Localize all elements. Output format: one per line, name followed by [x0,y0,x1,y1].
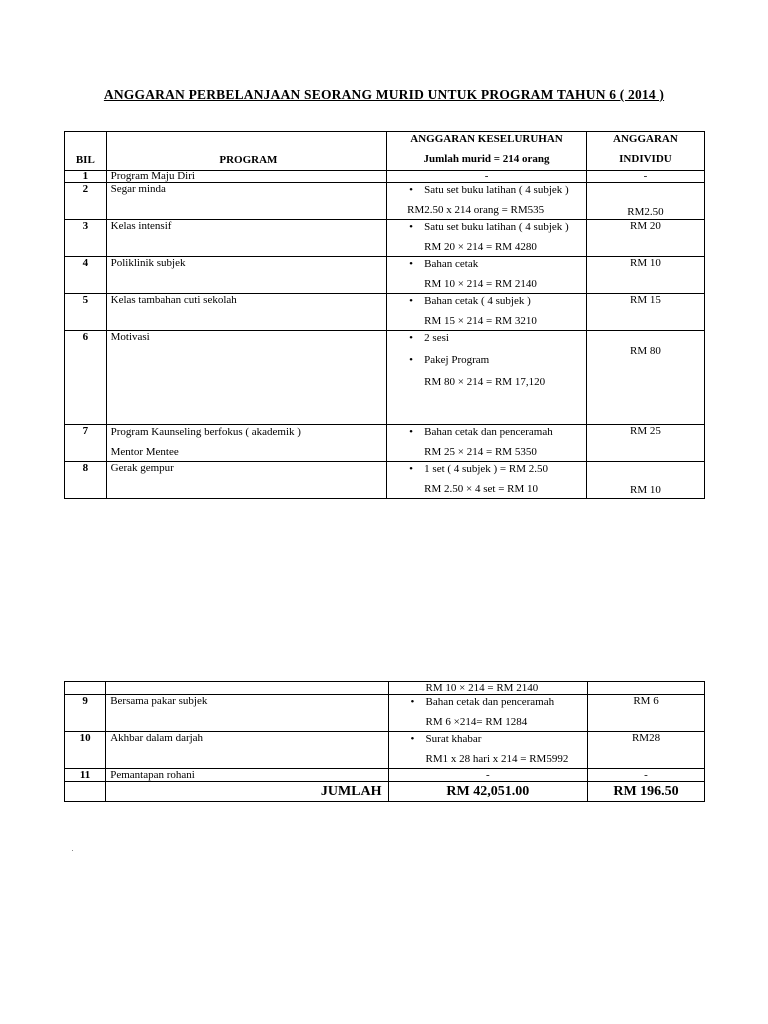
total-label: JUMLAH [106,782,388,802]
row-detail: - [388,769,587,782]
row-bil: 2 [65,183,107,220]
row-detail [388,695,587,732]
table-row [65,183,705,220]
row-individu: RM 10 [586,462,704,499]
header-individu-line2: INDIVIDU [619,153,672,165]
row-individu: RM 10 [586,257,704,294]
row-detail [387,425,587,462]
calc-line: RM1 x 28 hari x 214 = RM5992 [425,753,569,765]
program-line2: Mentor Mentee [110,446,179,458]
calc-line: RM 2.50 × 4 set = RM 10 [424,483,539,495]
table-row [65,294,705,331]
header-anggaran-line1: ANGGARAN KESELURUHAN [410,133,563,145]
budget-table-part1 [64,131,705,499]
row-bil: 4 [65,257,107,294]
header-individu-line1: ANGGARAN [613,133,678,145]
row-program: Bersama pakar subjek [106,695,388,732]
row-program: Gerak gempur [106,462,387,499]
row-detail [387,331,587,425]
header-bil: BIL [65,132,107,171]
row-individu: RM 25 [586,425,704,462]
row-detail [387,220,587,257]
calc-line: RM 25 × 214 = RM 5350 [424,446,537,458]
calc-line: RM 15 × 214 = RM 3210 [424,315,537,327]
row-individu: - [588,769,705,782]
row-program: Kelas intensif [106,220,387,257]
table-row [65,220,705,257]
header-program: PROGRAM [106,132,387,171]
bullet-item: • Pakej Program [387,353,586,368]
row-individu: RM 6 [588,695,705,732]
table-row [65,732,705,769]
table-row [65,425,705,462]
row-program: Motivasi [106,331,387,425]
row-individu: - [586,171,704,183]
row-program [106,682,388,695]
row-bil: 6 [65,331,107,425]
row-bil: 11 [65,769,106,782]
row-program: Segar minda [106,183,387,220]
row-program: Poliklinik subjek [106,257,387,294]
calc-line: RM 6 ×214= RM 1284 [425,716,528,728]
row-individu: RM 20 [586,220,704,257]
row-bil: 8 [65,462,107,499]
calc-line: RM 10 × 214 = RM 2140 [425,682,539,694]
row-bil: 5 [65,294,107,331]
calc-line: RM2.50 x 214 orang = RM535 [407,204,545,216]
row-bil: 9 [65,695,106,732]
row-detail: - [387,171,587,183]
table-row [65,257,705,294]
row-bil: 3 [65,220,107,257]
row-bil: 10 [65,732,106,769]
bullet-item: • Bahan cetak ( 4 subjek ) [387,294,586,309]
table-row-continued [65,682,705,695]
row-bil [65,682,106,695]
document-title: ANGGARAN PERBELANJAAN SEORANG MURID UNTUK PROGRAM TAHUN 6 ( 2014 ) [103,87,665,102]
budget-table-part2 [64,681,705,802]
row-program [106,425,387,462]
total-row [65,782,705,802]
row-bil: 7 [65,425,107,462]
table-row [65,695,705,732]
table-row [65,769,705,782]
row-detail [388,682,587,695]
row-individu: RM28 [588,732,705,769]
bullet-item: • 2 sesi [387,331,586,346]
row-individu: RM 15 [586,294,704,331]
total-bil [65,782,106,802]
bullet-item: • Satu set buku latihan ( 4 subjek ) [387,183,586,198]
header-anggaran-keseluruhan [387,132,587,171]
table-row [65,171,705,183]
row-bil: 1 [65,171,107,183]
row-detail [387,183,587,220]
calc-line: RM 10 × 214 = RM 2140 [424,278,537,290]
table-row [65,462,705,499]
total-keseluruhan: RM 42,051.00 [388,782,587,802]
row-individu: RM 80 [586,331,704,425]
calc-line: RM 80 × 214 = RM 17,120 [424,376,546,388]
row-program: Akhbar dalam darjah [106,732,388,769]
stray-mark [72,850,73,851]
row-program: Program Maju Diri [106,171,387,183]
program-line1: Program Kaunseling berfokus ( akademik ) [110,426,301,438]
calc-line: RM 20 × 214 = RM 4280 [424,241,537,253]
bullet-item: • Satu set buku latihan ( 4 subjek ) [387,220,586,235]
table-header-row [65,132,705,171]
row-detail [387,462,587,499]
row-program: Pemantapan rohani [106,769,388,782]
bullet-item: • Surat khabar [389,732,587,747]
row-detail [387,294,587,331]
bullet-item: • 1 set ( 4 subjek ) = RM 2.50 [387,462,586,477]
bullet-item: • Bahan cetak [387,257,586,272]
row-detail [387,257,587,294]
header-anggaran-individu [586,132,704,171]
header-anggaran-line2: Jumlah murid = 214 orang [423,153,550,165]
row-detail [388,732,587,769]
bullet-item: • Bahan cetak dan penceramah [387,425,586,440]
row-individu: RM2.50 [586,183,704,220]
row-individu [588,682,705,695]
total-individu: RM 196.50 [588,782,705,802]
table-row [65,331,705,425]
row-program: Kelas tambahan cuti sekolah [106,294,387,331]
bullet-item: • Bahan cetak dan penceramah [389,695,587,710]
